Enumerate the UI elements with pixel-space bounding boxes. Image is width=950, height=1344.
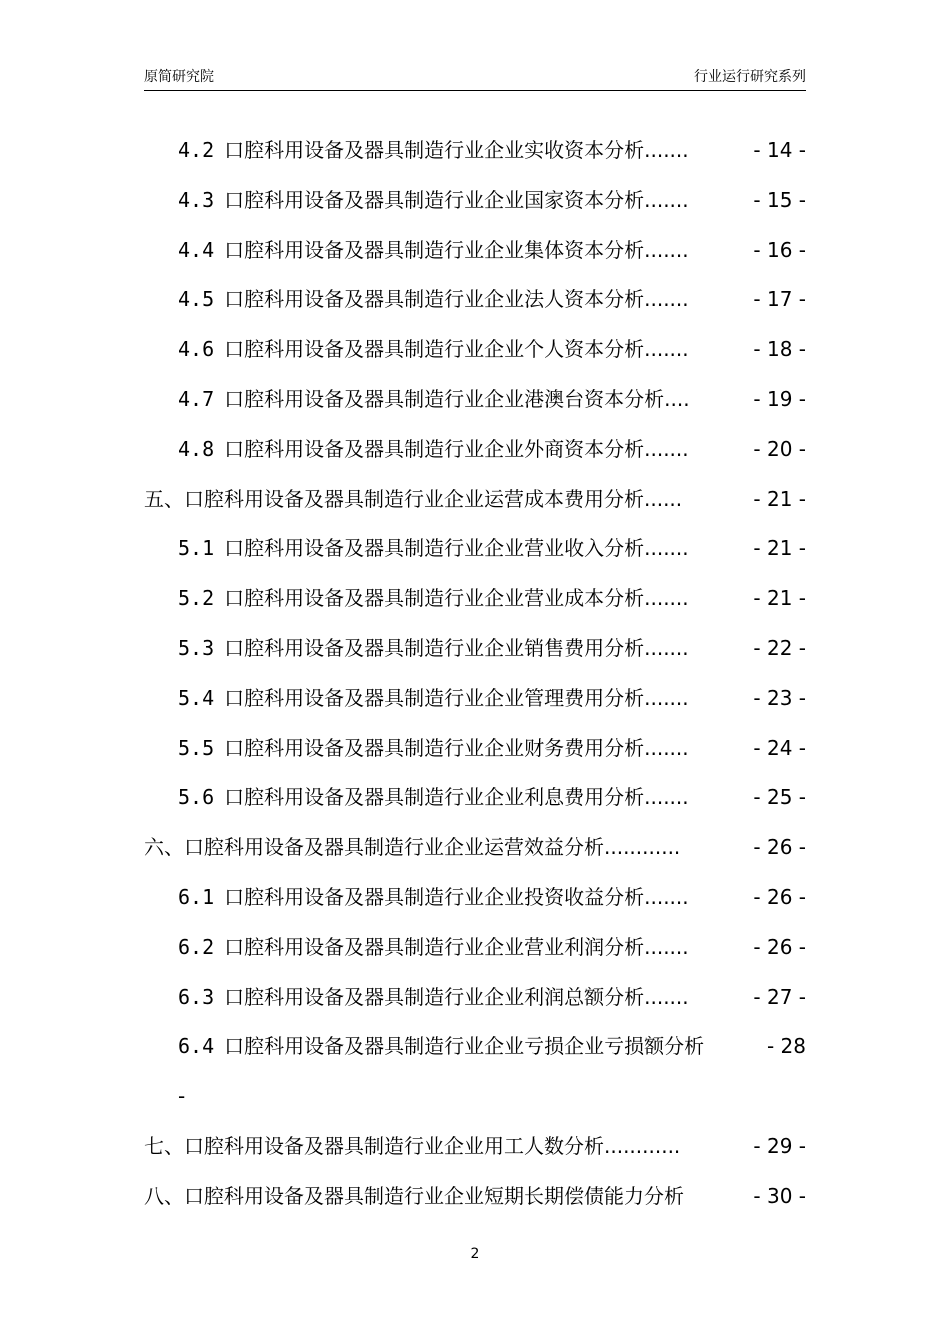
toc-entry-text [178,331,689,367]
toc-entry-text [178,182,689,218]
toc-entry-page: - 26 - [753,934,806,959]
toc-entry-title: 口腔科用设备及器具制造行业企业销售费用分析 [224,635,645,660]
toc-entry-number: 4.2 [178,138,215,162]
toc-entry-text [178,232,689,268]
toc-entry-text [178,929,689,965]
toc-entry-leader: ....... [644,884,689,909]
toc-entry-page: - 16 - [753,237,806,262]
toc-entry-page: - 30 - [753,1183,806,1208]
toc-entry-page: - 25 - [753,785,806,810]
toc-entry-leader: ............ [604,1133,681,1158]
toc-entry-text [178,530,689,566]
toc-entry-text [178,630,689,666]
toc-entry-title: 口腔科用设备及器具制造行业企业财务费用分析 [224,735,645,760]
toc-entry-leader: ....... [644,536,689,561]
toc-entry-text [178,879,689,915]
toc-entry-text [178,730,689,766]
toc-entry-title: 口腔科用设备及器具制造行业企业营业利润分析 [224,934,645,959]
toc-entry-number: 6.4 [178,1034,215,1059]
toc-entry-leader: ....... [644,785,689,810]
toc-entry[interactable] [144,730,806,780]
toc-entry-leader: ....... [644,934,689,959]
table-of-contents [144,132,806,1228]
toc-entry-page: - 22 - [753,635,806,660]
toc-entry-title: 七、口腔科用设备及器具制造行业企业用工人数分析 [144,1133,604,1158]
toc-entry[interactable] [144,779,806,829]
toc-entry-number: 6.2 [178,934,215,959]
toc-entry[interactable] [144,879,806,929]
toc-entry-leader: ....... [644,237,689,262]
toc-entry-leader: ....... [644,436,689,461]
toc-entry-number: 4.5 [178,287,215,312]
toc-entry[interactable] [144,182,806,232]
toc-entry-leader: ...... [644,486,683,511]
toc-entry-page: - 17 - [753,287,806,312]
toc-entry[interactable] [144,929,806,979]
toc-entry-page: - 21 - [753,536,806,561]
toc-entry-number: 4.7 [178,386,215,411]
toc-entry-leader: ....... [644,635,689,660]
toc-entry-title: 六、口腔科用设备及器具制造行业企业运营效益分析 [144,835,604,860]
toc-entry-title: 口腔科用设备及器具制造行业企业管理费用分析 [224,685,645,710]
toc-entry-number: 4.8 [178,436,215,461]
toc-entry-page: - 29 - [753,1133,806,1158]
toc-entry-text [178,431,689,467]
toc-entry-title: 口腔科用设备及器具制造行业企业国家资本分析 [224,187,645,212]
toc-entry-continuation: - [178,1084,186,1109]
toc-entry[interactable] [144,530,806,580]
toc-entry-leader: ............ [604,835,681,860]
toc-entry-number: 4.4 [178,237,215,262]
toc-entry-page: - 14 - [753,138,806,162]
page-header [144,66,806,91]
toc-entry-text [144,1178,684,1214]
toc-entry-title: 口腔科用设备及器具制造行业企业亏损企业亏损额分析 [224,1034,705,1059]
toc-entry-title: 八、口腔科用设备及器具制造行业企业短期长期偿债能力分析 [144,1183,684,1208]
toc-entry-number: 5.6 [178,785,215,810]
toc-entry-number: 4.6 [178,337,215,362]
toc-entry-page: - 21 - [753,486,806,511]
toc-entry-page: - 18 - [753,337,806,362]
toc-entry-title: 口腔科用设备及器具制造行业企业法人资本分析 [224,287,645,312]
toc-entry[interactable] [144,1178,806,1228]
toc-entry-text [144,1128,680,1164]
toc-entry[interactable] [144,580,806,630]
toc-entry[interactable] [144,232,806,282]
toc-entry-title: 口腔科用设备及器具制造行业企业港澳台资本分析 [224,386,665,411]
toc-entry[interactable] [144,431,806,481]
toc-entry-text [178,1028,704,1064]
toc-entry-leader: .... [664,386,690,411]
toc-entry[interactable] [144,381,806,431]
toc-entry-leader: ....... [644,735,689,760]
toc-entry-text [178,281,689,317]
toc-entry-number: 6.3 [178,984,215,1009]
toc-entry-leader: ....... [644,586,689,611]
toc-entry-title: 口腔科用设备及器具制造行业企业营业成本分析 [224,586,645,611]
toc-entry[interactable] [144,132,806,182]
toc-entry-title: 口腔科用设备及器具制造行业企业实收资本分析 [224,138,645,162]
toc-entry-leader: ....... [644,685,689,710]
toc-entry-number: 5.2 [178,586,215,611]
toc-entry-number: 5.5 [178,735,215,760]
toc-entry-text [144,481,682,517]
toc-entry-leader: ....... [644,337,689,362]
toc-entry[interactable] [144,1028,806,1078]
toc-entry-page: - 24 - [753,735,806,760]
toc-entry-title: 口腔科用设备及器具制造行业企业投资收益分析 [224,884,645,909]
toc-entry-page: - 20 - [753,436,806,461]
toc-entry-text [178,979,689,1015]
toc-entry[interactable] [144,829,806,879]
toc-entry-number: 4.3 [178,187,215,212]
toc-entry-leader: ....... [644,287,689,312]
toc-entry[interactable] [144,680,806,730]
toc-entry-title: 口腔科用设备及器具制造行业企业外商资本分析 [224,436,645,461]
toc-entry-leader: ....... [644,138,689,162]
toc-entry-number: 5.4 [178,685,215,710]
toc-entry-page: - 21 - [753,586,806,611]
toc-entry-title: 五、口腔科用设备及器具制造行业企业运营成本费用分析 [144,486,644,511]
toc-entry[interactable] [144,331,806,381]
toc-entry-number: 6.1 [178,884,215,909]
toc-entry[interactable] [144,1128,806,1178]
toc-entry[interactable] [144,979,806,1029]
toc-entry-text [178,132,689,168]
toc-entry-number: 5.3 [178,635,215,660]
toc-entry-title: 口腔科用设备及器具制造行业企业营业收入分析 [224,536,645,561]
toc-entry-leader: ....... [644,984,689,1009]
toc-entry-page: - 28 [766,1034,806,1059]
header-series: 行业运行研究系列 [694,69,806,85]
toc-entry-title: 口腔科用设备及器具制造行业企业个人资本分析 [224,337,645,362]
toc-entry-page: - 26 - [753,835,806,860]
toc-entry-text [178,580,689,616]
toc-entry-page: - 26 - [753,884,806,909]
toc-entry-page: - 23 - [753,685,806,710]
page-number: 2 [470,1246,480,1262]
toc-entry-page: - 27 - [753,984,806,1009]
toc-entry[interactable] [144,481,806,531]
toc-entry-text [144,829,680,865]
toc-entry-text [178,779,689,815]
header-org: 原简研究院 [144,69,214,85]
toc-entry[interactable] [144,630,806,680]
toc-entry-text [178,680,689,716]
toc-entry-title: 口腔科用设备及器具制造行业企业集体资本分析 [224,237,645,262]
toc-entry-page: - 15 - [753,187,806,212]
toc-entry-leader: ....... [644,187,689,212]
toc-entry-number: 5.1 [178,536,215,561]
toc-entry-title: 口腔科用设备及器具制造行业企业利息费用分析 [224,785,645,810]
toc-entry-title: 口腔科用设备及器具制造行业企业利润总额分析 [224,984,645,1009]
toc-entry-text [178,381,690,417]
toc-entry[interactable] [144,281,806,331]
toc-entry-page: - 19 - [753,386,806,411]
